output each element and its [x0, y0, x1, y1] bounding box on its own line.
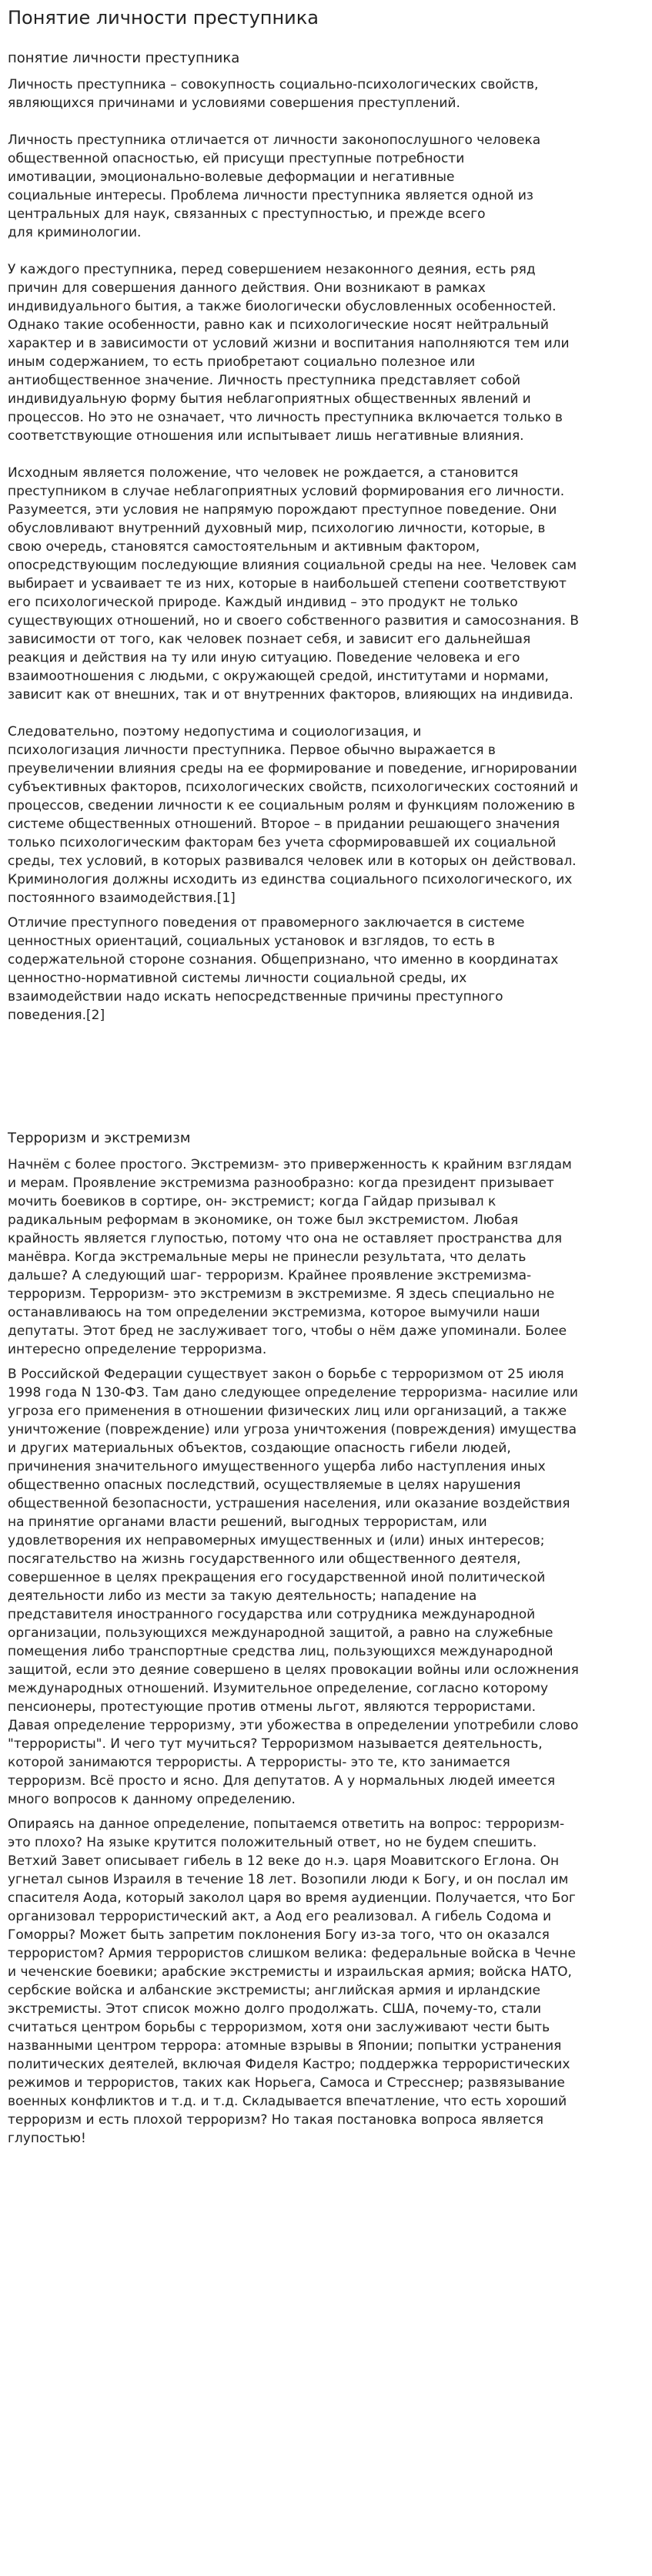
page-title: Понятие личности преступника: [8, 7, 319, 29]
paragraph: Следовательно, поэтому недопустима и социологизация, и психологизация личности преступника. Первое обычно выражается в преувеличении влияния среды на ее формирование и поведение, игнорировании субъективных факторов, психологических свойств, психологических состояний и процессов, сведении личности к ее социальным ролям и функциям положению в системе общественных отношений. Второе – в придании решающего значения только психологическим факторам без учета сформировавшей их социальной среды, тех условий, в которых развивался человек или в которых он действовал. Криминология должны исходить из единства социального психологического, их постоянного взаимодействия.[1]: [8, 724, 579, 906]
paragraph: Личность преступника отличается от личности законопослушного человека общественной опасностью, ей присущи преступные потребности имотивации, эмоционально-волевые деформации и негативные социальные интересы. Проблема личности преступника является одной из центральных для наук, связанных с преступностью, и прежде всего для криминологии.: [8, 132, 541, 240]
paragraph: Личность преступника – совокупность социально-психологических свойств, являющихся причинами и условиями совершения преступлений.: [8, 77, 539, 111]
paragraph: У каждого преступника, перед совершением незаконного деяния, есть ряд причин для совершения данного действия. Они возникают в рамках индивидуального бытия, а также биологически обусловленных особенностей. Однако такие особенности, равно как и психологические носят нейтральный характер и в зависимости от условий жизни и воспитания наполняются тем или иным содержанием, то есть приобретают социально полезное или антиобщественное значение. Личность преступника представляет собой индивидуальную форму бытия неблагоприятных общественных явлений и процессов. Но это не означает, что личность преступника включается только в соответствующие отношения или испытывает лишь негативные влияния.: [8, 262, 570, 444]
section-personality: [8, 49, 644, 1025]
paragraph: Исходным является положение, что человек не рождается, а становится преступником в случае неблагоприятных условий формирования его личности. Разумеется, эти условия не напрямую порождают преступное поведение. Они обусловливают внутренний духовный мир, психологию личности, которые, в свою очередь, становятся самостоятельным и активным фактором, опосредствующим последующие влияния социальной среды на нее. Человек сам выбирает и усваивает те из них, которые в наибольшей степени соответствуют его психологической природе. Каждый индивид – это продукт не только существующих отношений, но и своего собственного развития и самосознания. В зависимости от того, как человек познает себя, и зависит его дальнейшая реакция и действия на ту или иную ситуацию. Поведение человека и его взаимоотношения с людьми, с окружающей средой, институтами и нормами, зависит как от внешних, так и от внутренних факторов, влияющих на индивида.: [8, 465, 580, 703]
section-terrorism: [8, 1129, 644, 2148]
paragraph: В Российской Федерации существует закон о борьбе с терроризмом от 25 июля 1998 года N 130-ФЗ. Там дано следующее определение терроризма- насилие или угроза его применения в отношении физических лиц или организаций, а также уничтожение (повреждение) или угроза уничтожения (повреждения) имущества и других материальных объектов, создающие опасность гибели людей, причинения значительного имущественного ущерба либо наступления иных общественно опасных последствий, осуществляемые в целях нарушения общественной безопасности, устрашения населения, или оказание воздействия на принятие органами власти решений, выгодных террористам, или удовлетворения их неправомерных имущественных и (или) иных интересов; посягательство на жизнь государственного или общественного деятеля, совершенное в целях прекращения его государственной иной политической деятельности либо из мести за такую деятельность; нападение на представителя иностранного государства или сотрудника международной организации, пользующихся международной защитой, а равно на служебные помещения либо транспортные средства лиц, пользующихся международной защитой, если это деяние совершено в целях провокации войны или осложнения международных отношений. Изумительное определение, согласно которому пенсионеры, протестующие против отмены льгот, являются террористами. Давая определение терроризму, эти убожества в определении употребили слово "террористы". И чего тут мучиться? Терроризмом называется деятельность, которой занимаются террористы. А террористы- это те, кто занимается терроризм. Всё просто и ясно. Для депутатов. А у нормальных людей имеется много вопросов к данному определению.: [8, 1367, 579, 1807]
paragraph: Начнём с более простого. Экстремизм- это приверженность к крайним взглядам и мерам. Проявление экстремизма разнообразно: когда президент призывает мочить боевиков в сортире, он- экстремист; когда Гайдар призывал к радикальным реформам в экономике, он тоже был экстремистом. Любая крайность является глупостью, потому что она не оставляет пространства для манёвра. Когда экстремальные меры не принесли результата, что делать дальше? А следующий шаг- терроризм. Крайнее проявление экстремизма- терроризм. Терроризм- это экстремизм в экстремизме. Я здесь специально не останавливаюсь на том определении экстремизма, которое вымучили наши депутаты. Этот бред не заслуживает того, чтобы о нём даже упоминали. Более интересно определение терроризма.: [8, 1157, 572, 1357]
paragraph: Отличие преступного поведения от правомерного заключается в системе ценностных ориентаций, социальных установок и взглядов, то есть в содержательной стороне сознания. Общепризнано, что именно в координатах ценностно-нормативной системы личности социальной среды, их взаимодействии надо искать непосредственные причины преступного поведения.[2]: [8, 915, 559, 1023]
section-heading-personality: понятие личности преступника: [8, 50, 240, 66]
section-heading-terrorism: Терроризм и экстремизм: [8, 1130, 191, 1146]
paragraph: Опираясь на данное определение, попытаемся ответить на вопрос: терроризм- это плохо? На языке крутится положительный ответ, но не будем спешить. Ветхий Завет описывает гибель в 12 веке до н.э. царя Моавитского Еглона. Он угнетал сынов Израиля в течение 18 лет. Возопили люди к Богу, и он послал им спасителя Аода, который заколол царя во время аудиенции. Получается, что Бог организовал террористический акт, а Аод его реализовал. А гибель Содома и Гоморры? Может быть запретим поклонения Богу из-за того, что он оказался террористом? Армия террористов слишком велика: федеральные войска в Чечне и чеченские боевики; арабские экстремисты и израильская армия; войска НАТО, сербские войска и албанские экстремисты; английская армия и ирландские экстремисты. Этот список можно долго продолжать. США, почему-то, стали считаться центром борьбы с терроризмом, хотя они заслуживают чести быть названными центром террора: атомные взрывы в Японии; попытки устранения политических деятелей, включая Фиделя Кастро; поддержка террористических режимов и террористов, таких как Норьега, Самоса и Стресснер; развязывание военных конфликтов и т.д. и т.д. Складывается впечатление, что есть хороший терроризм и есть плохой терроризм? Но такая постановка вопроса является глупостью!: [8, 1816, 576, 2146]
